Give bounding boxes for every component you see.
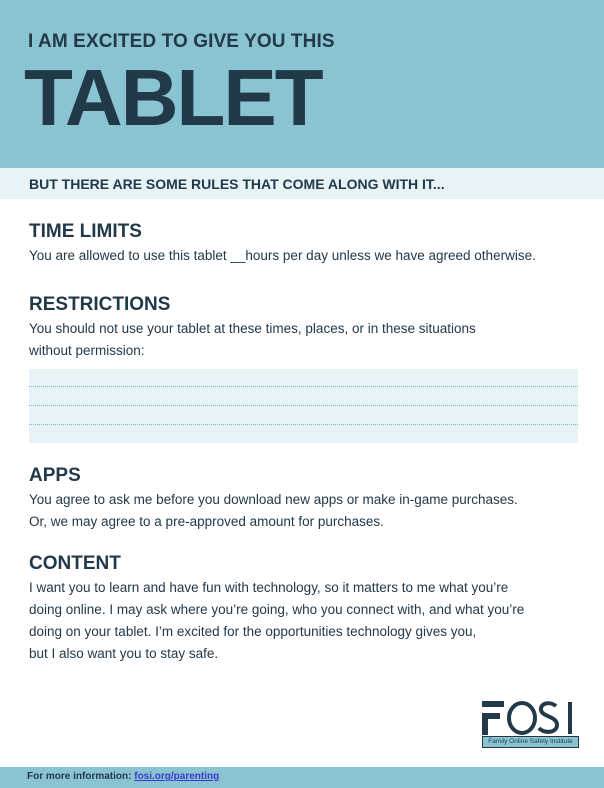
- pre-title: I AM EXCITED TO GIVE YOU THIS: [28, 31, 335, 52]
- section-heading-apps: APPS: [29, 465, 81, 486]
- section-text-content-4: but I also want you to stay safe.: [29, 646, 219, 661]
- write-in-lines[interactable]: [29, 369, 578, 443]
- section-text-restrictions-1: You should not use your tablet at these times, places, or in these situations: [29, 321, 476, 336]
- section-text-content-2: doing online. I may ask where you’re going, who you connect with, and what you’re: [29, 602, 525, 617]
- subtitle: BUT THERE ARE SOME RULES THAT COME ALONG WITH IT...: [29, 176, 445, 192]
- section-heading-restrictions: RESTRICTIONS: [29, 294, 171, 315]
- page-title: TABLET: [24, 53, 322, 142]
- section-text-content-1: I want you to learn and have fun with technology, so it matters to me what you’re: [29, 580, 509, 595]
- fosi-logo: [480, 699, 580, 747]
- section-text-time-limits: You are allowed to use this tablet __hours per day unless we have agreed otherwise.: [29, 248, 536, 263]
- footer-text: [27, 771, 219, 782]
- section-heading-content: CONTENT: [29, 553, 121, 574]
- subtitle-band: [0, 168, 604, 199]
- write-in-line: [29, 405, 578, 406]
- write-in-line: [29, 386, 578, 387]
- section-heading-time-limits: TIME LIMITS: [29, 221, 142, 242]
- write-in-line: [29, 424, 578, 425]
- footer-band: [0, 767, 604, 788]
- footer-link[interactable]: fosi.org/parenting: [134, 771, 220, 782]
- section-text-content-3: doing on your tablet. I’m excited for the opportunities technology gives you,: [29, 624, 477, 639]
- section-text-apps-1: You agree to ask me before you download new apps or make in-game purchases.: [29, 492, 518, 507]
- section-text-restrictions-2: without permission:: [29, 343, 145, 358]
- section-text-apps-2: Or, we may agree to a pre-approved amount for purchases.: [29, 514, 384, 529]
- footer-label: For more information:: [27, 771, 132, 782]
- header-band: [0, 0, 604, 168]
- fosi-wordmark: [480, 699, 580, 737]
- fosi-tagline: Family Online Safety Institute: [482, 736, 579, 748]
